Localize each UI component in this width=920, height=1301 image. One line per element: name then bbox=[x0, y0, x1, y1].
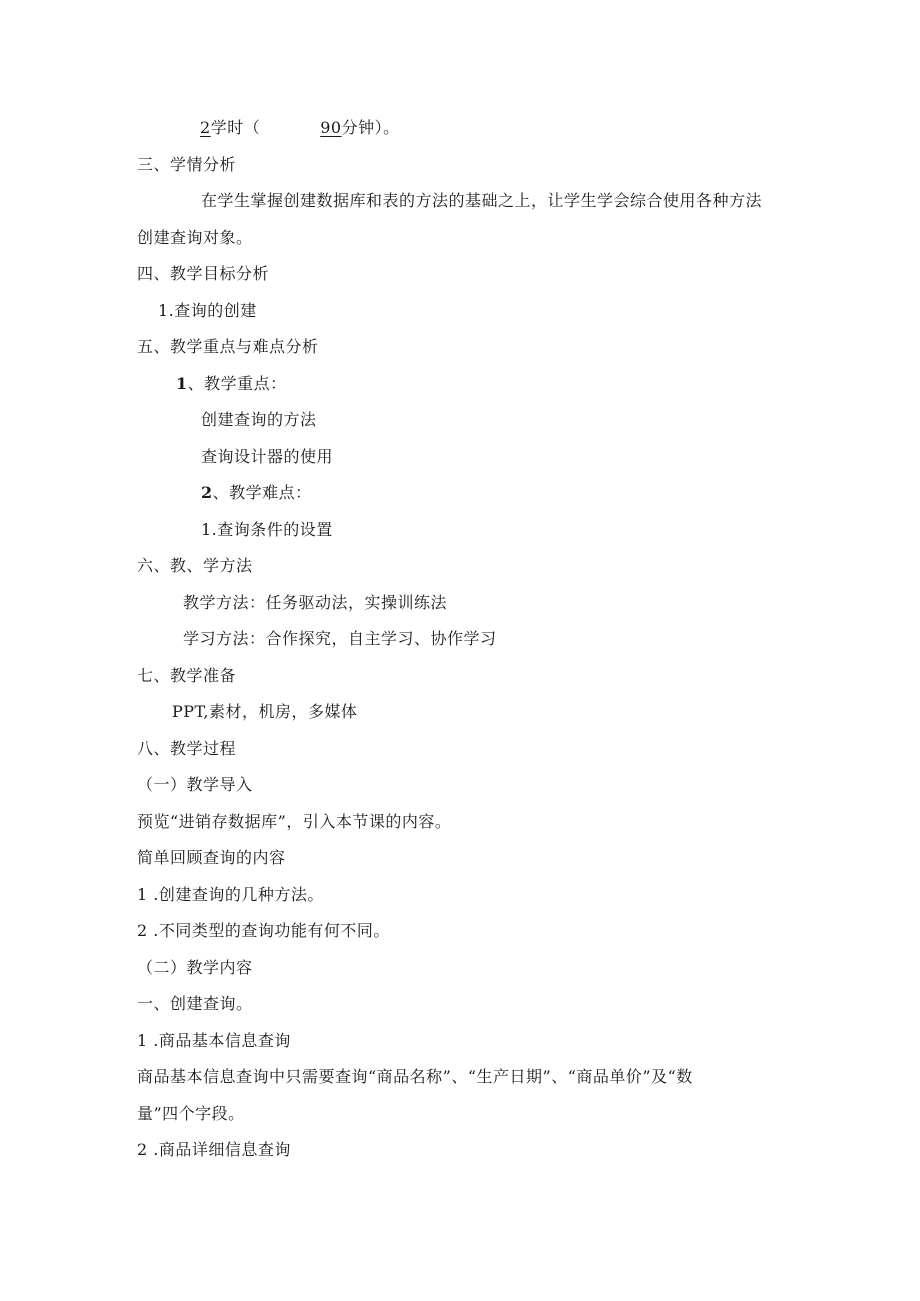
process-subheading-content: （二）教学内容 bbox=[137, 958, 253, 977]
section-heading-objectives: 四、教学目标分析 bbox=[137, 264, 270, 283]
content-subitem-basic-query: 1 .商品基本信息查询 bbox=[137, 1031, 291, 1050]
difficult-points-number: 2 bbox=[201, 483, 213, 502]
duration-minutes-unit: 分钟）。 bbox=[341, 118, 400, 137]
key-points-label bbox=[176, 374, 287, 394]
teaching-methods: 教学方法：任务驱动法，实操训练法 bbox=[183, 593, 448, 612]
key-point-item-1: 创建查询的方法 bbox=[201, 410, 317, 429]
difficult-points-label bbox=[201, 483, 312, 503]
basic-query-desc-line2: 量”四个字段。 bbox=[137, 1104, 245, 1123]
duration-hours-unit: 学时（ bbox=[210, 118, 261, 137]
content-item-create-query: 一、创建查询。 bbox=[137, 994, 253, 1013]
review-item-2: 2 .不同类型的查询功能有何不同。 bbox=[137, 921, 390, 940]
process-subheading-intro: （一）教学导入 bbox=[137, 775, 253, 794]
content-subitem-detail-query: 2 .商品详细信息查询 bbox=[137, 1140, 291, 1159]
key-points-text: 、教学重点： bbox=[187, 374, 287, 393]
difficult-point-item-1: 1.查询条件的设置 bbox=[201, 520, 333, 539]
learner-analysis-para-line2: 创建查询对象。 bbox=[137, 228, 253, 247]
basic-query-desc-line1: 商品基本信息查询中只需要查询“商品名称”、“生产日期”、“商品单价”及“数 bbox=[137, 1067, 693, 1086]
difficult-points-text: 、教学难点： bbox=[212, 483, 312, 502]
intro-line-2: 简单回顾查询的内容 bbox=[137, 848, 286, 867]
key-point-item-2: 查询设计器的使用 bbox=[201, 447, 334, 466]
learning-methods: 学习方法：合作探究，自主学习、协作学习 bbox=[183, 629, 497, 648]
key-points-number: 1 bbox=[176, 374, 188, 393]
intro-line-1: 预览“进销存数据库”，引入本节课的内容。 bbox=[137, 812, 452, 831]
duration-line bbox=[200, 118, 400, 138]
section-heading-key-difficult: 五、教学重点与难点分析 bbox=[137, 337, 319, 356]
section-heading-learner-analysis: 三、学情分析 bbox=[137, 155, 237, 174]
section-heading-process: 八、教学过程 bbox=[137, 739, 237, 758]
review-item-1: 1 .创建查询的几种方法。 bbox=[137, 885, 324, 904]
preparation-content: PPT,素材，机房，多媒体 bbox=[172, 702, 358, 721]
duration-hours: 2 bbox=[200, 118, 211, 137]
section-heading-preparation: 七、教学准备 bbox=[137, 666, 237, 685]
section-heading-methods: 六、教、学方法 bbox=[137, 556, 253, 575]
duration-minutes: 90 bbox=[320, 118, 342, 137]
learner-analysis-para-line1: 在学生掌握创建数据库和表的方法的基础之上，让学生学会综合使用各种方法 bbox=[201, 191, 763, 210]
objective-item-1: 1.查询的创建 bbox=[158, 301, 257, 320]
